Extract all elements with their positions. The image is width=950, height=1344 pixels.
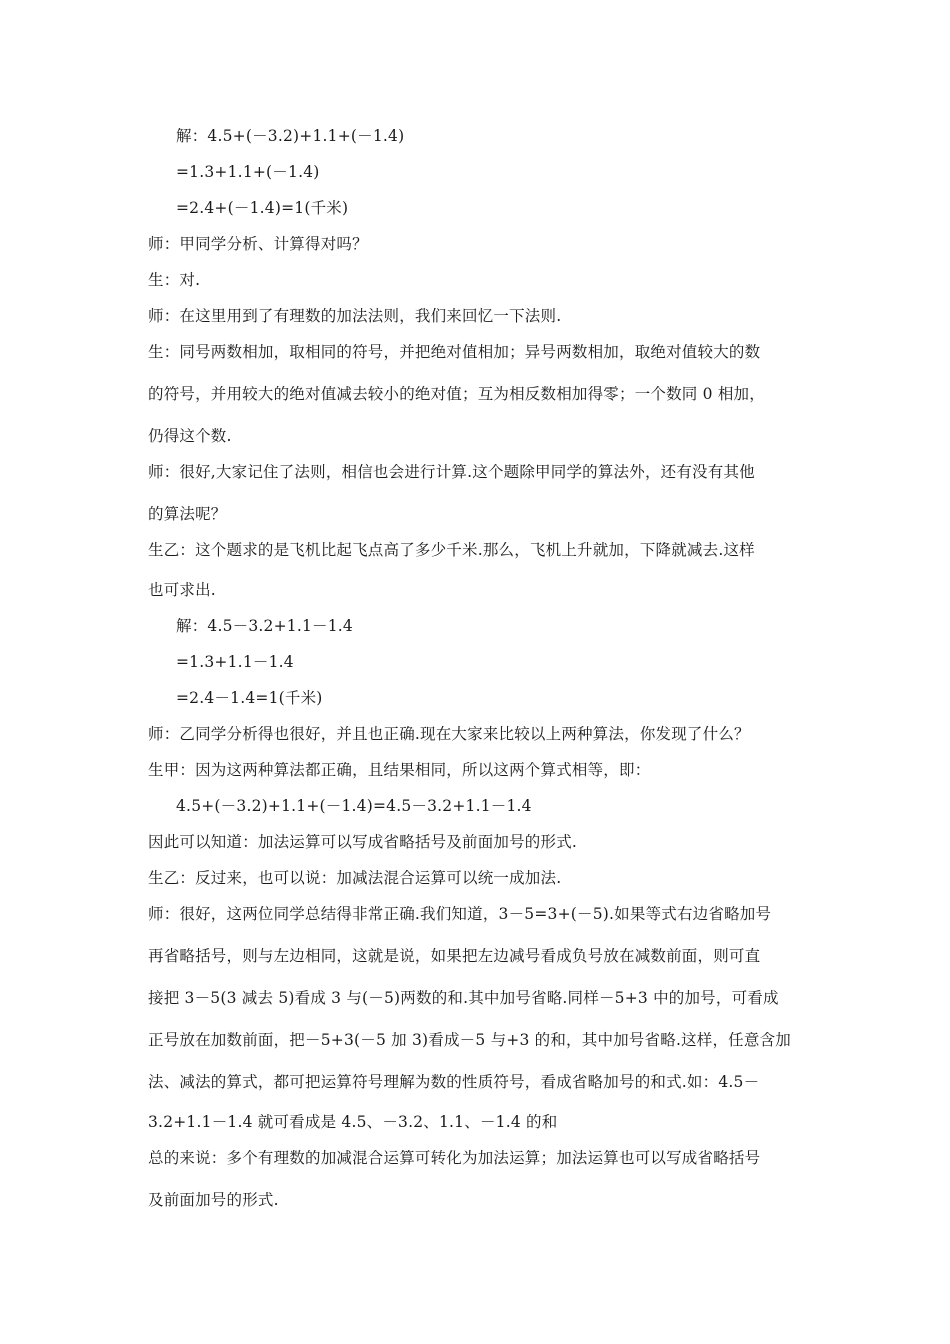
solution-line: =2.4+(－1.4)=1(千米) — [176, 199, 349, 217]
solution-line: 解：4.5+(－3.2)+1.1+(－1.4) — [176, 127, 405, 145]
dialogue-line: 正号放在加数前面，把－5+3(－5 加 3)看成－5 与+3 的和，其中加号省略.这样，任意含加 — [148, 1031, 791, 1049]
dialogue-line: 师：乙同学分析得也很好，并且也正确.现在大家来比较以上两种算法，你发现了什么？ — [148, 725, 750, 743]
dialogue-line: 师：在这里用到了有理数的加法法则，我们来回忆一下法则. — [148, 307, 562, 325]
equation-line: 4.5+(－3.2)+1.1+(－1.4)=4.5－3.2+1.1－1.4 — [176, 797, 532, 815]
dialogue-line: 的算法呢？ — [148, 505, 227, 523]
dialogue-line: 再省略括号，则与左边相同，这就是说，如果把左边减号看成负号放在减数前面，则可直 — [148, 947, 761, 965]
dialogue-line: 总的来说：多个有理数的加减混合运算可转化为加法运算；加法运算也可以写成省略括号 — [148, 1149, 761, 1167]
dialogue-line: 接把 3－5(3 减去 5)看成 3 与(－5)两数的和.其中加号省略.同样－5+3 中的加号，可看成 — [148, 989, 779, 1007]
dialogue-line: 的符号，并用较大的绝对值减去较小的绝对值；互为相反数相加得零；一个数同 0 相加， — [148, 385, 765, 403]
dialogue-line: 师：很好,大家记住了法则，相信也会进行计算.这个题除甲同学的算法外，还有没有其他 — [148, 463, 755, 481]
dialogue-line: 生乙：这个题求的是飞机比起飞点高了多少千米.那么，飞机上升就加，下降就减去.这样 — [148, 541, 755, 559]
dialogue-line: 法、减法的算式，都可把运算符号理解为数的性质符号，看成省略加号的和式.如：4.5－ — [148, 1073, 760, 1091]
dialogue-line: 师：甲同学分析、计算得对吗？ — [148, 235, 368, 253]
dialogue-line: 生：同号两数相加，取相同的符号，并把绝对值相加；异号两数相加，取绝对值较大的数 — [148, 343, 761, 361]
dialogue-line: 及前面加号的形式. — [148, 1191, 279, 1209]
solution-line: =1.3+1.1+(－1.4) — [176, 163, 320, 181]
dialogue-line: 生乙：反过来，也可以说：加减法混合运算可以统一成加法. — [148, 869, 562, 887]
solution-line: =2.4－1.4=1(千米) — [176, 689, 323, 707]
dialogue-line: 师：很好，这两位同学总结得非常正确.我们知道，3－5=3+(－5).如果等式右边省略加号 — [148, 905, 772, 923]
solution-line: =1.3+1.1－1.4 — [176, 653, 294, 671]
solution-line: 解：4.5－3.2+1.1－1.4 — [176, 617, 353, 635]
dialogue-line: 3.2+1.1－1.4 就可看成是 4.5、－3.2、1.1、－1.4 的和 — [148, 1113, 558, 1131]
dialogue-line: 生：对. — [148, 271, 201, 289]
dialogue-line: 也可求出. — [148, 581, 216, 599]
dialogue-line: 因此可以知道：加法运算可以写成省略括号及前面加号的形式. — [148, 833, 578, 851]
dialogue-line: 仍得这个数. — [148, 427, 232, 445]
dialogue-line: 生甲：因为这两种算法都正确，且结果相同，所以这两个算式相等，即： — [148, 761, 651, 779]
